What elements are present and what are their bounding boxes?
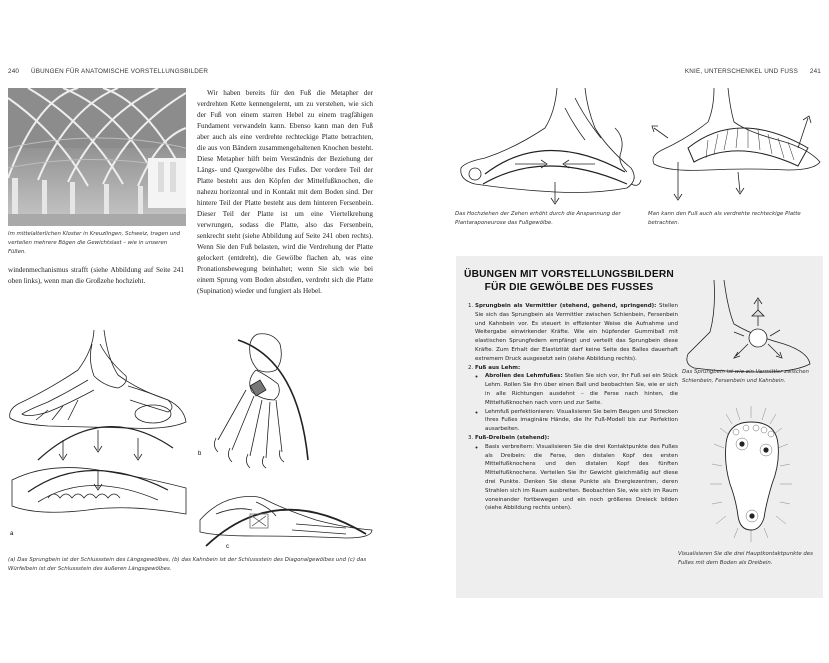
figure-c-lateral-arch [196,480,376,550]
body-paragraph: Wir haben bereits für den Fuß die Metapher der verdrehten Kette kennengelernt, um zu verstehen, wie sich der Fuß von einem starren Hebel zu einem tragfähigen Fundament verwandeln kann. Ebenso kann man den Fuß aber auch als eine verdrehte rechteckige Platte betrachten, die aus von Bändern zusammengehaltenen Knochen besteht. Diese Metapher hilft beim Verständnis der Beziehung der Längs- und Quergewölbe des Fußes. Der vordere Teil der Platte besteht aus den Köpfen der Mittelfußknochen, die nahezu horizontal und in Kontakt mit dem Boden sind. Der hintere Teil der Platte besteht aus dem hinteren Fersenbein. Dieser Teil der Platte ist um eine Viertelkrehung verwrungen, sodass die Platte, also das Fersenbein, senkrecht steht (siehe Abbildung auf Seite 241 oben rechts). Wenn Sie den Fuß belasten, wird die Verdrehung der Platte gelockert (entdreht), die Gewölbe flachen ab, was eine Pronationsbewegung beinhaltet; wenn Sie sich wie bei einem Sprung vom Boden abstoßen, verdreht sich die Platte (Supination) wieder und fungiert als Hebel. [197,89,373,295]
left-page-header [8,68,208,75]
figure-label-b: b [198,451,202,457]
column-1-continuation: windenmechanismus strafft (siehe Abbildung auf Seite 241 oben links), wenn man die Großzehe hochzieht. [8,266,184,285]
exercise-box [456,256,823,598]
exercise-box-title: ÜBUNGEN MIT VORSTELLUNGSBILDERN FÜR DIE GEWÖLBE DES FUSSES [464,269,674,293]
caption-talus: Das Sprungbein ist wie ein Vermittler zwischen Schienbein, Fersenbein und Kahnbein. [682,369,809,384]
right-page-number: 241 [809,68,821,75]
exercise-1: 1. Sprungbein als Vermittler (stehend, gehend, springend): Stellen Sie sich das Sprungbein als Vermittler zwischen Schienbein, Fersenbein und Kahnbein vor. Es steuert in effizienter Weise die Aufnahme und Weitergabe einwirkender Kräfte. Wie ein hüpfender Gummiball mit elastischen Sprungfedern empfängt und verteilt das Sprungbein diese Kräfte. Zum Erhalt der Elastizität darf keine Seite des Balles dauerhaft extremem Druck ausgesetzt sein (siehe Abbildung rechts). [475,302,678,364]
exercise-2-bullet-2: ◦ Lehmfuß perfektionieren: Visualisieren Sie beim Beugen und Strecken Ihres Fußes imaginäre Hände, die Ihr Fuß-Modell bis zur Perfektion ausarbeiten. [485,408,678,434]
exercise-2: 2. Fuß aus Lehm: ◦ Abrollen des Lehmfußes: Stellen Sie sich vor, Ihr Fuß sei ein Stück Lehm. Rollen Sie ihn über einen Ball und beobachten Sie, wie er sich in alle Richtungen ausdehnt – die Ferse nach hinten, die Mittelfußknochen nach vorn und zur Seite. ◦ Lehmfuß perfektionieren: Visualisieren Sie beim Beugen und Strecken Ihres Fußes imaginäre Hände, die Ihr Fuß-Modell bis zur Perfektion ausarbeiten. [475,364,678,434]
figure-label-a: a [10,531,14,537]
left-running-head: ÜBUNGEN FÜR ANATOMISCHE VORSTELLUNGSBILDER [31,68,209,75]
talus-mediator-drawing [684,280,814,380]
figure-a-arch-drawing [8,330,188,540]
tripod-sole-drawing [706,404,796,544]
left-page-number: 240 [8,68,20,75]
exercise-list [464,302,678,513]
photo-caption: Im mittelalterlichen Kloster in Kreuzlingen, Schweiz, tragen und verteilen mehrere Bögen die Gewichtslast – wie in unseren Füßen. [8,231,181,255]
right-running-head: KNIE, UNTERSCHENKEL UND FUSS [684,68,798,75]
right-page-header [685,68,821,75]
figure-b-foot-skeleton [198,330,318,470]
caption-tripod: Visualisieren Sie die drei Hauptkontaktpunkte des Fußes mit dem Boden als Dreibein. [678,551,813,566]
windlass-foot-drawing [455,88,645,206]
figure-caption-abc: (a) Das Sprungbein ist der Schlussstein des Längsgewölbes, (b) das Kahnbein ist der Schlussstein des Diagonalgewölbes und (c) das Würfelbein ist der Schlussstein des äußeren Längsgewölbes. [8,557,367,572]
exercise-2-bullet-1: ◦ Abrollen des Lehmfußes: Stellen Sie sich vor, Ihr Fuß sei ein Stück Lehm. Rollen Sie ihn über einen Ball und beobachten Sie, wie er sich in alle Richtungen ausdehnt – die Ferse nach hinten, die Mittelfußknochen nach vorn und zur Seite. [485,372,678,407]
exercise-3: 3. Fuß-Dreibein (stehend): ◦ Basis verbreitern: Visualisieren Sie die drei Kontaktpunkte des Fußes als Dreibein: die Ferse, den distalen Kopf des ersten Mittelfußknochens und den distalen Kopf des fünften Mittelfußknochens. Verteilen Sie Ihr Gewicht gleichmäßig auf diese drei Punkte. Denken Sie diese Punkte als Energiezentren, deren Strahlen sich im Raum ausbreiten. Beobachten Sie, wie sich im Raum voneinander fortbewegen und ein noch größeres Dreieck bilden (siehe Abbildung rechts unten). [475,434,678,513]
caption-plate: Man kann den Fuß auch als verdrehte rechteckige Platte betrachten. [648,211,801,226]
figure-label-c: c [226,544,229,550]
caption-windlass: Das Hochziehen der Zehen erhöht durch die Anspannung der Plantaraponeurose das Fußgewölbe. [455,211,621,226]
twisted-plate-foot-drawing [648,88,823,206]
exercise-3-bullet-1: ◦ Basis verbreitern: Visualisieren Sie die drei Kontaktpunkte des Fußes als Dreibein: die Ferse, den distalen Kopf des ersten Mittelfußknochens und den distalen Kopf des fünften Mittelfußknochens. Verteilen Sie Ihr Gewicht gleichmäßig auf diese drei Punkte. Denken Sie diese Punkte als Energiezentren, deren Strahlen sich im Raum ausbreiten. Beobachten Sie, wie sich im Raum voneinander fortbewegen und ein noch größeres Dreieck bilden (siehe Abbildung rechts unten). [485,443,678,513]
cloister-photo [8,88,186,226]
